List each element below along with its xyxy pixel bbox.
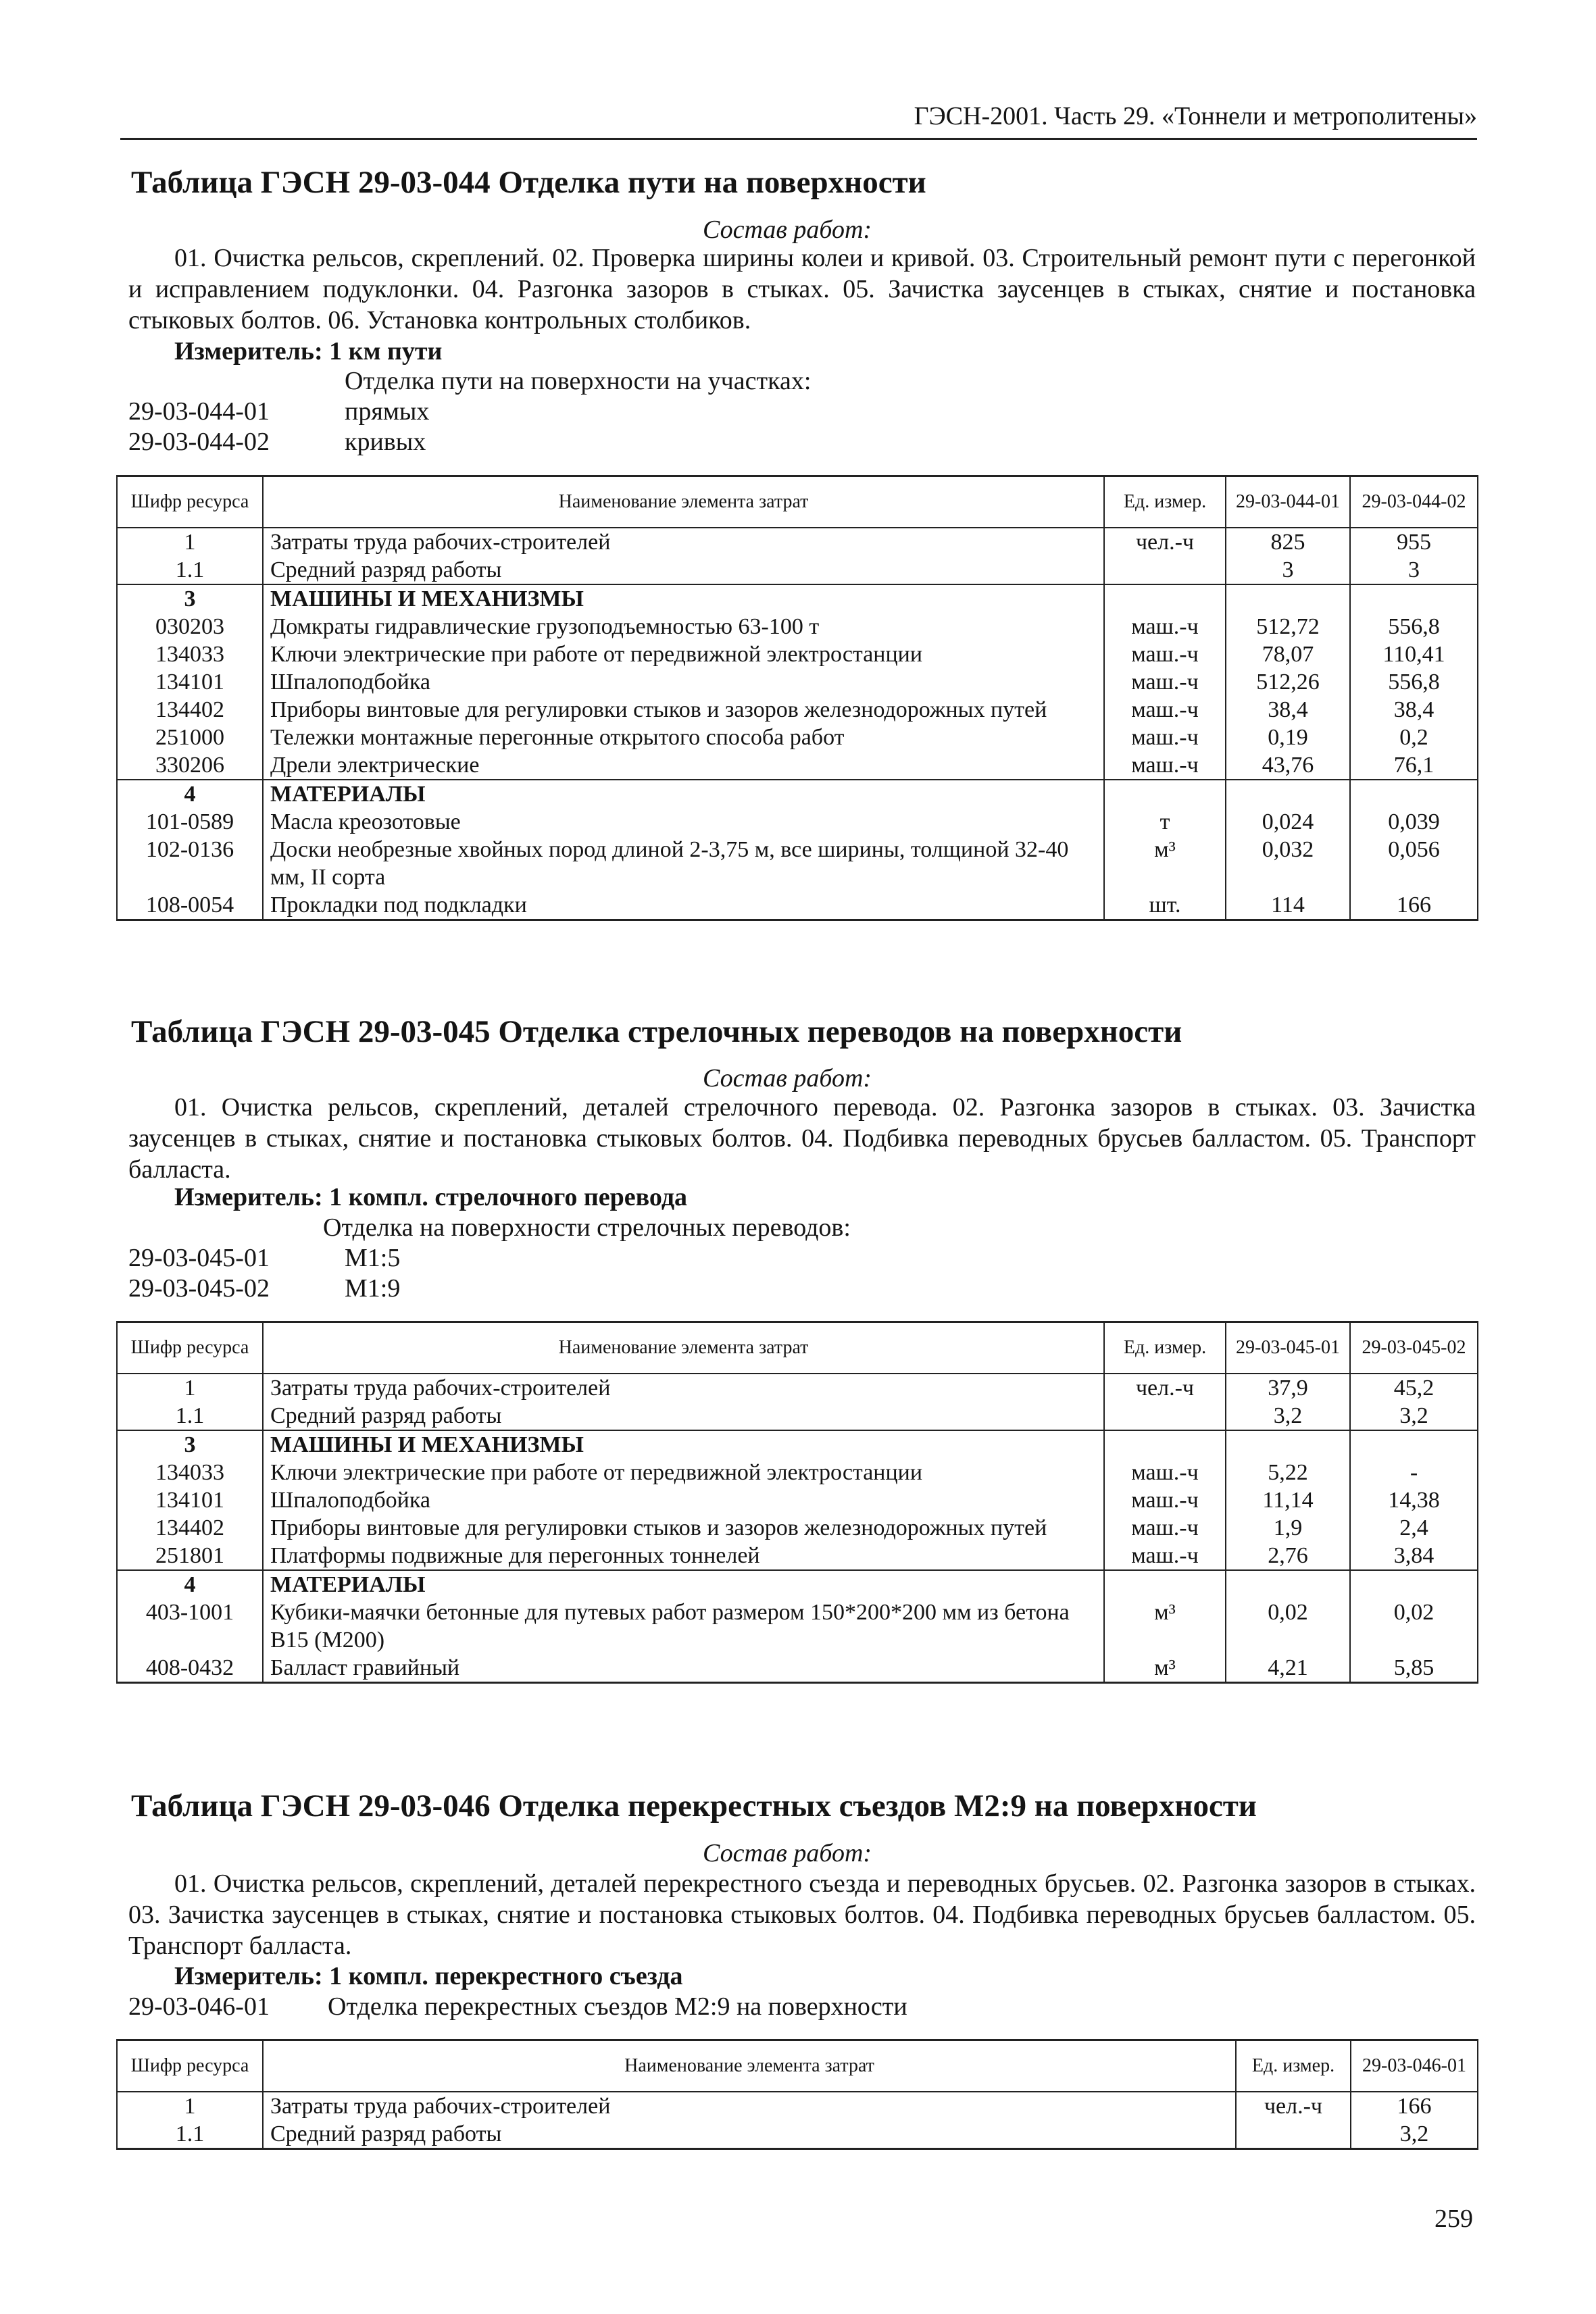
row-value: 0,2 (1350, 724, 1478, 751)
row-value: 3 (1350, 556, 1478, 584)
row-unit (1104, 584, 1226, 613)
row-value: 3 (1226, 556, 1350, 584)
row-code: 4 (117, 780, 263, 808)
row-unit: м³ (1104, 1599, 1226, 1654)
row-value: 43,76 (1226, 751, 1350, 780)
row-unit: чел.-ч (1236, 2092, 1351, 2120)
row-value (1350, 1570, 1478, 1599)
header-code: Шифр ресурса (117, 476, 263, 528)
table-row (117, 1402, 1478, 1430)
row-value: 37,9 (1226, 1374, 1350, 1402)
table-045-code-02: 29-03-045-02 (128, 1274, 270, 1303)
row-code: 3 (117, 1430, 263, 1459)
row-value: 11,14 (1226, 1486, 1350, 1514)
row-value (1350, 584, 1478, 613)
table-045-intro: Отделка на поверхности стрелочных переводов: (323, 1213, 851, 1242)
row-value: 0,02 (1226, 1599, 1350, 1654)
row-value: 0,056 (1350, 836, 1478, 891)
row-unit (1236, 2120, 1351, 2149)
resource-table-046 (116, 2039, 1478, 2150)
row-name: Дрели электрические (263, 751, 1104, 780)
row-value (1226, 1570, 1350, 1599)
row-value: 5,22 (1226, 1459, 1350, 1486)
table-row (117, 1654, 1478, 1683)
row-code: 1 (117, 2092, 263, 2120)
table-045-code-01: 29-03-045-01 (128, 1244, 270, 1272)
row-unit: чел.-ч (1104, 1374, 1226, 1402)
page-number: 259 (1435, 2205, 1473, 2233)
row-value: 3,2 (1351, 2120, 1478, 2149)
row-value: 4,21 (1226, 1654, 1350, 1683)
table-044-code-01: 29-03-044-01 (128, 397, 270, 426)
row-value: 0,032 (1226, 836, 1350, 891)
row-code: 134033 (117, 1459, 263, 1486)
resource-table-044 (116, 475, 1478, 921)
row-value: 166 (1351, 2092, 1478, 2120)
row-value (1350, 1430, 1478, 1459)
row-name: Шпалоподбойка (263, 1486, 1104, 1514)
row-name: Ключи электрические при работе от передвижной электростанции (263, 640, 1104, 668)
row-code: 134402 (117, 1514, 263, 1542)
table-row (117, 724, 1478, 751)
header-code: Шифр ресурса (117, 2040, 263, 2092)
row-unit: маш.-ч (1104, 613, 1226, 640)
row-unit: маш.-ч (1104, 640, 1226, 668)
row-code: 102-0136 (117, 836, 263, 891)
row-unit: маш.-ч (1104, 751, 1226, 780)
table-046-subtitle: Состав работ: (703, 1839, 872, 1867)
row-value: 955 (1350, 528, 1478, 556)
row-value: 166 (1350, 891, 1478, 920)
row-name: Ключи электрические при работе от передвижной электростанции (263, 1459, 1104, 1486)
table-044-work: 01. Очистка рельсов, скреплений. 02. Проверка ширины колеи и кривой. 03. Строительный ремонт пути с перегонкой и исправлением подуклонки. 04. Разгонка зазоров в стыках. 05. Зачистка заусенцев в стыках, снятие и постановка стыковых болтов. 06. Установка контрольных столбиков. (128, 244, 1476, 334)
row-code: 134402 (117, 696, 263, 724)
row-value (1226, 1430, 1350, 1459)
row-code: 1 (117, 1374, 263, 1402)
row-code: 134101 (117, 1486, 263, 1514)
table-row (117, 1486, 1478, 1514)
row-code: 4 (117, 1570, 263, 1599)
table-row (117, 640, 1478, 668)
row-unit: маш.-ч (1104, 1459, 1226, 1486)
table-row (117, 584, 1478, 613)
row-name: МАТЕРИАЛЫ (263, 780, 1104, 808)
table-046-title: Таблица ГЭСН 29-03-046 Отделка перекрестных съездов М2:9 на поверхности (131, 1788, 1257, 1823)
row-unit (1104, 1570, 1226, 1599)
row-unit (1104, 556, 1226, 584)
table-045-work: 01. Очистка рельсов, скреплений, деталей стрелочного перевода. 02. Разгонка зазоров в стыках. 03. Зачистка заусенцев в стыках, снятие и постановка стыковых болтов. 04. Подбивка переводных брусьев балластом. 05. Транспорт балласта. (128, 1093, 1476, 1184)
row-code: 403-1001 (117, 1599, 263, 1654)
row-value: 0,19 (1226, 724, 1350, 751)
row-name: Шпалоподбойка (263, 668, 1104, 696)
header-col-2: 29-03-045-02 (1350, 1322, 1478, 1374)
table-row (117, 751, 1478, 780)
row-name: Тележки монтажные перегонные открытого способа работ (263, 724, 1104, 751)
row-code: 251801 (117, 1542, 263, 1570)
row-unit (1104, 780, 1226, 808)
row-value: 2,76 (1226, 1542, 1350, 1570)
table-row (117, 808, 1478, 836)
row-name: Средний разряд работы (263, 556, 1104, 584)
row-value: 78,07 (1226, 640, 1350, 668)
row-unit: маш.-ч (1104, 668, 1226, 696)
table-044-code-01-name: прямых (345, 397, 430, 426)
row-code: 030203 (117, 613, 263, 640)
header-unit: Ед. измер. (1236, 2040, 1351, 2092)
table-row (117, 556, 1478, 584)
row-value (1350, 780, 1478, 808)
row-value: 3,2 (1350, 1402, 1478, 1430)
table-045-subtitle: Состав работ: (703, 1064, 872, 1092)
row-name: Затраты труда рабочих-строителей (263, 528, 1104, 556)
table-046-measure: Измеритель: 1 компл. перекрестного съезда (174, 1962, 683, 1990)
row-code: 330206 (117, 751, 263, 780)
table-row (117, 2092, 1478, 2120)
row-value: 0,039 (1350, 808, 1478, 836)
table-row (117, 1570, 1478, 1599)
row-code: 1 (117, 528, 263, 556)
table-row (117, 836, 1478, 891)
row-unit: маш.-ч (1104, 1486, 1226, 1514)
row-name: Прокладки под подкладки (263, 891, 1104, 920)
row-name: Платформы подвижные для перегонных тоннелей (263, 1542, 1104, 1570)
row-code: 1.1 (117, 2120, 263, 2149)
table-044-subtitle: Состав работ: (703, 216, 872, 244)
header-unit: Ед. измер. (1104, 476, 1226, 528)
table-row (117, 696, 1478, 724)
header-code: Шифр ресурса (117, 1322, 263, 1374)
row-value: 556,8 (1350, 668, 1478, 696)
row-code: 1.1 (117, 1402, 263, 1430)
row-value (1226, 584, 1350, 613)
row-name: Домкраты гидравлические грузоподъемностью 63-100 т (263, 613, 1104, 640)
table-row (117, 780, 1478, 808)
table-row (117, 1514, 1478, 1542)
row-value: 3,84 (1350, 1542, 1478, 1570)
row-value: 110,41 (1350, 640, 1478, 668)
table-045-title: Таблица ГЭСН 29-03-045 Отделка стрелочных переводов на поверхности (131, 1014, 1182, 1049)
header-name: Наименование элемента затрат (263, 2040, 1236, 2092)
row-unit: м³ (1104, 1654, 1226, 1683)
row-unit: м³ (1104, 836, 1226, 891)
row-name: Доски необрезные хвойных пород длиной 2-3,75 м, все ширины, толщиной 32-40 мм, II сорта (263, 836, 1104, 891)
header-col-2: 29-03-044-02 (1350, 476, 1478, 528)
row-code: 251000 (117, 724, 263, 751)
row-name: Балласт гравийный (263, 1654, 1104, 1683)
table-045-code-01-name: М1:5 (345, 1244, 401, 1272)
row-code: 101-0589 (117, 808, 263, 836)
row-value: 512,26 (1226, 668, 1350, 696)
row-name: Средний разряд работы (263, 2120, 1236, 2149)
table-row (117, 1459, 1478, 1486)
row-code: 1.1 (117, 556, 263, 584)
header-col-1: 29-03-045-01 (1226, 1322, 1350, 1374)
row-value: - (1350, 1459, 1478, 1486)
row-value: 556,8 (1350, 613, 1478, 640)
row-name: Кубики-маячки бетонные для путевых работ размером 150*200*200 мм из бетона В15 (М200) (263, 1599, 1104, 1654)
row-value: 2,4 (1350, 1514, 1478, 1542)
table-045-measure: Измеритель: 1 компл. стрелочного перевода (174, 1183, 688, 1211)
table-044-code-02-name: кривых (345, 428, 426, 456)
row-value: 825 (1226, 528, 1350, 556)
row-unit: маш.-ч (1104, 1514, 1226, 1542)
table-045-code-02-name: М1:9 (345, 1274, 401, 1303)
row-name: Затраты труда рабочих-строителей (263, 2092, 1236, 2120)
running-header: ГЭСН-2001. Часть 29. «Тоннели и метрополитены» (914, 102, 1477, 130)
row-name: Приборы винтовые для регулировки стыков и зазоров железнодорожных путей (263, 1514, 1104, 1542)
table-row (117, 528, 1478, 556)
row-unit (1104, 1430, 1226, 1459)
row-unit: маш.-ч (1104, 724, 1226, 751)
row-value: 512,72 (1226, 613, 1350, 640)
header-name: Наименование элемента затрат (263, 476, 1104, 528)
row-name: Масла креозотовые (263, 808, 1104, 836)
table-row (117, 1542, 1478, 1570)
table-046-code-01: 29-03-046-01 (128, 1992, 270, 2021)
table-row (117, 2120, 1478, 2149)
table-046-work: 01. Очистка рельсов, скреплений, деталей перекрестного съезда и переводных брусьев. 02. Разгонка зазоров в стыках. 03. Зачистка заусенцев в стыках, снятие и постановка стыковых болтов. 04. Подбивка переводных брусьев балластом. 05. Транспорт балласта. (128, 1869, 1476, 1960)
row-value: 14,38 (1350, 1486, 1478, 1514)
row-value: 0,02 (1350, 1599, 1478, 1654)
table-row (117, 1430, 1478, 1459)
table-row (117, 668, 1478, 696)
row-code: 3 (117, 584, 263, 613)
header-col-1: 29-03-046-01 (1351, 2040, 1478, 2092)
row-unit: шт. (1104, 891, 1226, 920)
row-code: 408-0432 (117, 1654, 263, 1683)
row-code: 134101 (117, 668, 263, 696)
row-value (1226, 780, 1350, 808)
table-044-code-02: 29-03-044-02 (128, 428, 270, 456)
table-row (117, 891, 1478, 920)
row-name: МАТЕРИАЛЫ (263, 1570, 1104, 1599)
table-044-title: Таблица ГЭСН 29-03-044 Отделка пути на поверхности (131, 165, 926, 200)
header-name: Наименование элемента затрат (263, 1322, 1104, 1374)
table-row (117, 613, 1478, 640)
table-row (117, 1374, 1478, 1402)
table-row (117, 1599, 1478, 1654)
header-rule (120, 138, 1477, 140)
row-unit: т (1104, 808, 1226, 836)
row-value: 38,4 (1226, 696, 1350, 724)
row-name: Приборы винтовые для регулировки стыков и зазоров железнодорожных путей (263, 696, 1104, 724)
row-name: МАШИНЫ И МЕХАНИЗМЫ (263, 584, 1104, 613)
table-046-code-01-name: Отделка перекрестных съездов М2:9 на поверхности (328, 1992, 907, 2021)
row-unit: маш.-ч (1104, 1542, 1226, 1570)
row-value: 0,024 (1226, 808, 1350, 836)
row-name: Затраты труда рабочих-строителей (263, 1374, 1104, 1402)
row-value: 76,1 (1350, 751, 1478, 780)
row-name: Средний разряд работы (263, 1402, 1104, 1430)
row-name: МАШИНЫ И МЕХАНИЗМЫ (263, 1430, 1104, 1459)
row-unit (1104, 1402, 1226, 1430)
row-value: 3,2 (1226, 1402, 1350, 1430)
table-044-measure: Измеритель: 1 км пути (174, 337, 443, 366)
row-code: 134033 (117, 640, 263, 668)
resource-table-045 (116, 1321, 1478, 1684)
row-value: 45,2 (1350, 1374, 1478, 1402)
row-code: 108-0054 (117, 891, 263, 920)
row-value: 1,9 (1226, 1514, 1350, 1542)
row-unit: маш.-ч (1104, 696, 1226, 724)
header-col-1: 29-03-044-01 (1226, 476, 1350, 528)
row-value: 114 (1226, 891, 1350, 920)
table-044-intro: Отделка пути на поверхности на участках: (345, 367, 812, 395)
row-value: 38,4 (1350, 696, 1478, 724)
header-unit: Ед. измер. (1104, 1322, 1226, 1374)
row-value: 5,85 (1350, 1654, 1478, 1683)
row-unit: чел.-ч (1104, 528, 1226, 556)
